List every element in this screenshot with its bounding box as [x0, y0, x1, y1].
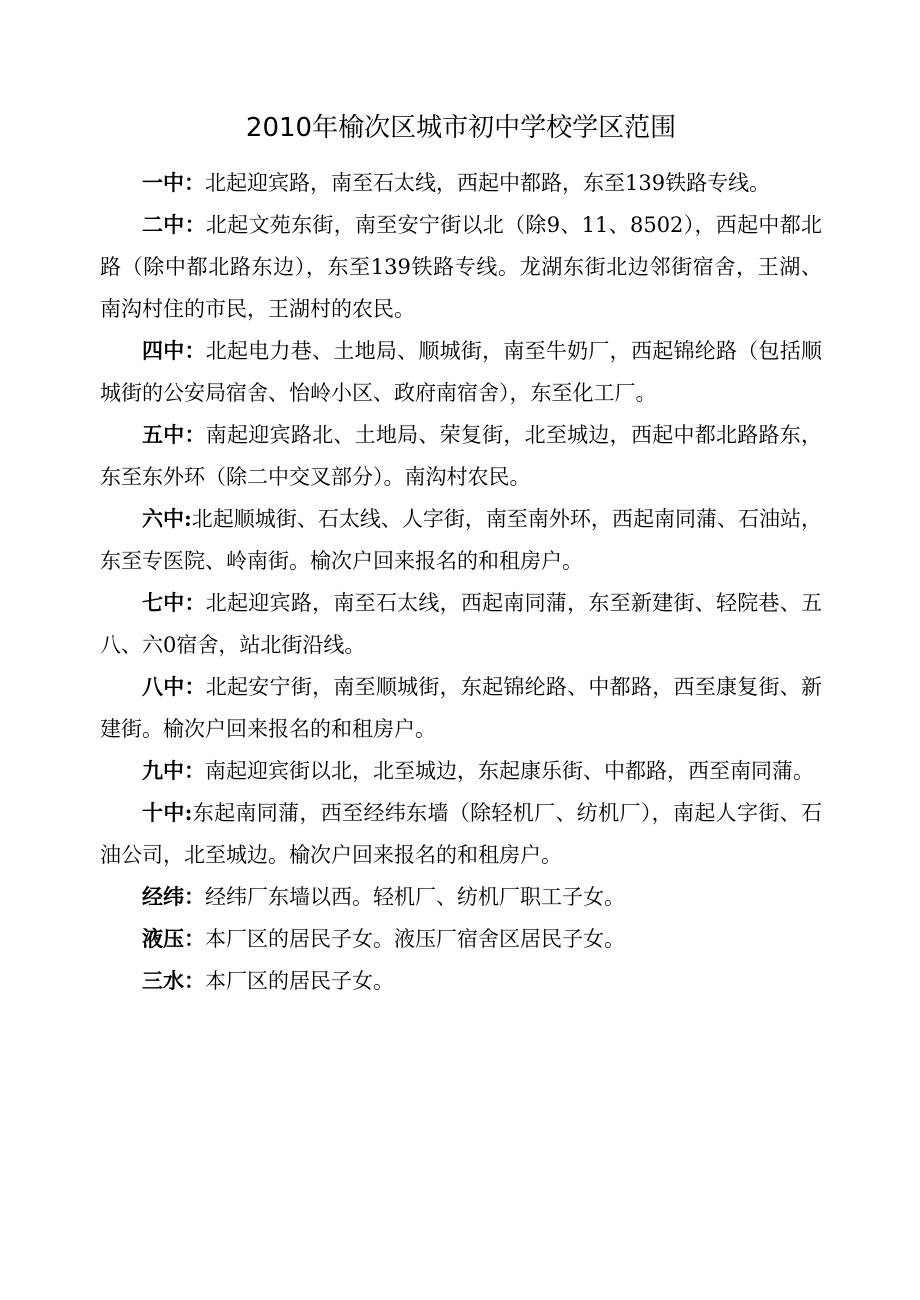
district-paragraph [100, 330, 822, 414]
school-name: 十中: [142, 800, 193, 825]
district-description: 北起迎宾路，南至石太线，西起南同蒲，东至新建街、轻院巷、五八、六0宿舍，站北街沿线。 [100, 591, 823, 657]
district-description: 经纬厂东墙以西。轻机厂、纺机厂职工子女。 [205, 885, 625, 909]
school-name: 四中： [142, 338, 206, 363]
district-paragraph [100, 498, 822, 582]
district-description: 北起顺城街、石太线、人字街，南至南外环，西起南同蒲、石油站，东至专医院、岭南街。榆次户回来报名的和租房户。 [100, 507, 822, 573]
school-name: 九中： [142, 758, 205, 783]
school-name: 液压： [142, 926, 205, 951]
document-page [100, 108, 822, 1002]
school-name: 六中: [142, 506, 192, 531]
district-description: 北起电力巷、土地局、顺城街，南至牛奶厂，西起锦纶路（包括顺城街的公安局宿舍、怡岭小区、政府南宿舍），东至化工厂。 [100, 339, 823, 405]
district-paragraph [100, 750, 822, 792]
district-description: 本厂区的居民子女。液压厂宿舍区居民子女。 [205, 927, 625, 951]
district-description: 南起迎宾街以北，北至城边，东起康乐街、中都路，西至南同蒲。 [205, 759, 814, 783]
district-description: 东起南同蒲，西至经纬东墙（除轻机厂、纺机厂），南起人字街、石油公司，北至城边。榆次户回来报名的和租房户。 [100, 801, 822, 867]
school-name: 一中： [142, 170, 205, 195]
district-description: 北起安宁街，南至顺城街，东起锦纶路、中都路，西至康复街、新建街。榆次户回来报名的和租房户。 [100, 675, 823, 741]
district-paragraph [100, 582, 822, 666]
district-description: 北起文苑东街，南至安宁街以北（除9、11、8502），西起中都北路（除中都北路东边），东至139铁路专线。龙湖东街北边邻街宿舍，王湖、南沟村住的市民，王湖村的农民。 [100, 213, 823, 321]
district-paragraph [100, 792, 822, 876]
district-paragraph [100, 162, 822, 204]
district-description: 南起迎宾路北、土地局、荣复街，北至城边，西起中都北路路东，东至东外环（除二中交叉部分）。南沟村农民。 [100, 423, 823, 489]
district-paragraph [100, 918, 822, 960]
district-paragraph [100, 876, 822, 918]
district-paragraph [100, 414, 822, 498]
district-description: 本厂区的居民子女。 [205, 969, 394, 993]
school-name: 八中： [142, 674, 206, 699]
school-name: 经纬： [142, 884, 205, 909]
district-paragraph [100, 960, 822, 1002]
school-name: 五中： [142, 422, 206, 447]
school-name: 七中： [142, 590, 206, 615]
school-name: 二中： [142, 212, 206, 237]
school-district-list [100, 162, 822, 1002]
document-title: 2010年榆次区城市初中学校学区范围 [245, 113, 677, 143]
school-name: 三水： [142, 968, 205, 993]
district-paragraph [100, 666, 822, 750]
district-paragraph [100, 204, 822, 330]
district-description: 北起迎宾路，南至石太线，西起中都路，东至139铁路专线。 [205, 171, 771, 195]
